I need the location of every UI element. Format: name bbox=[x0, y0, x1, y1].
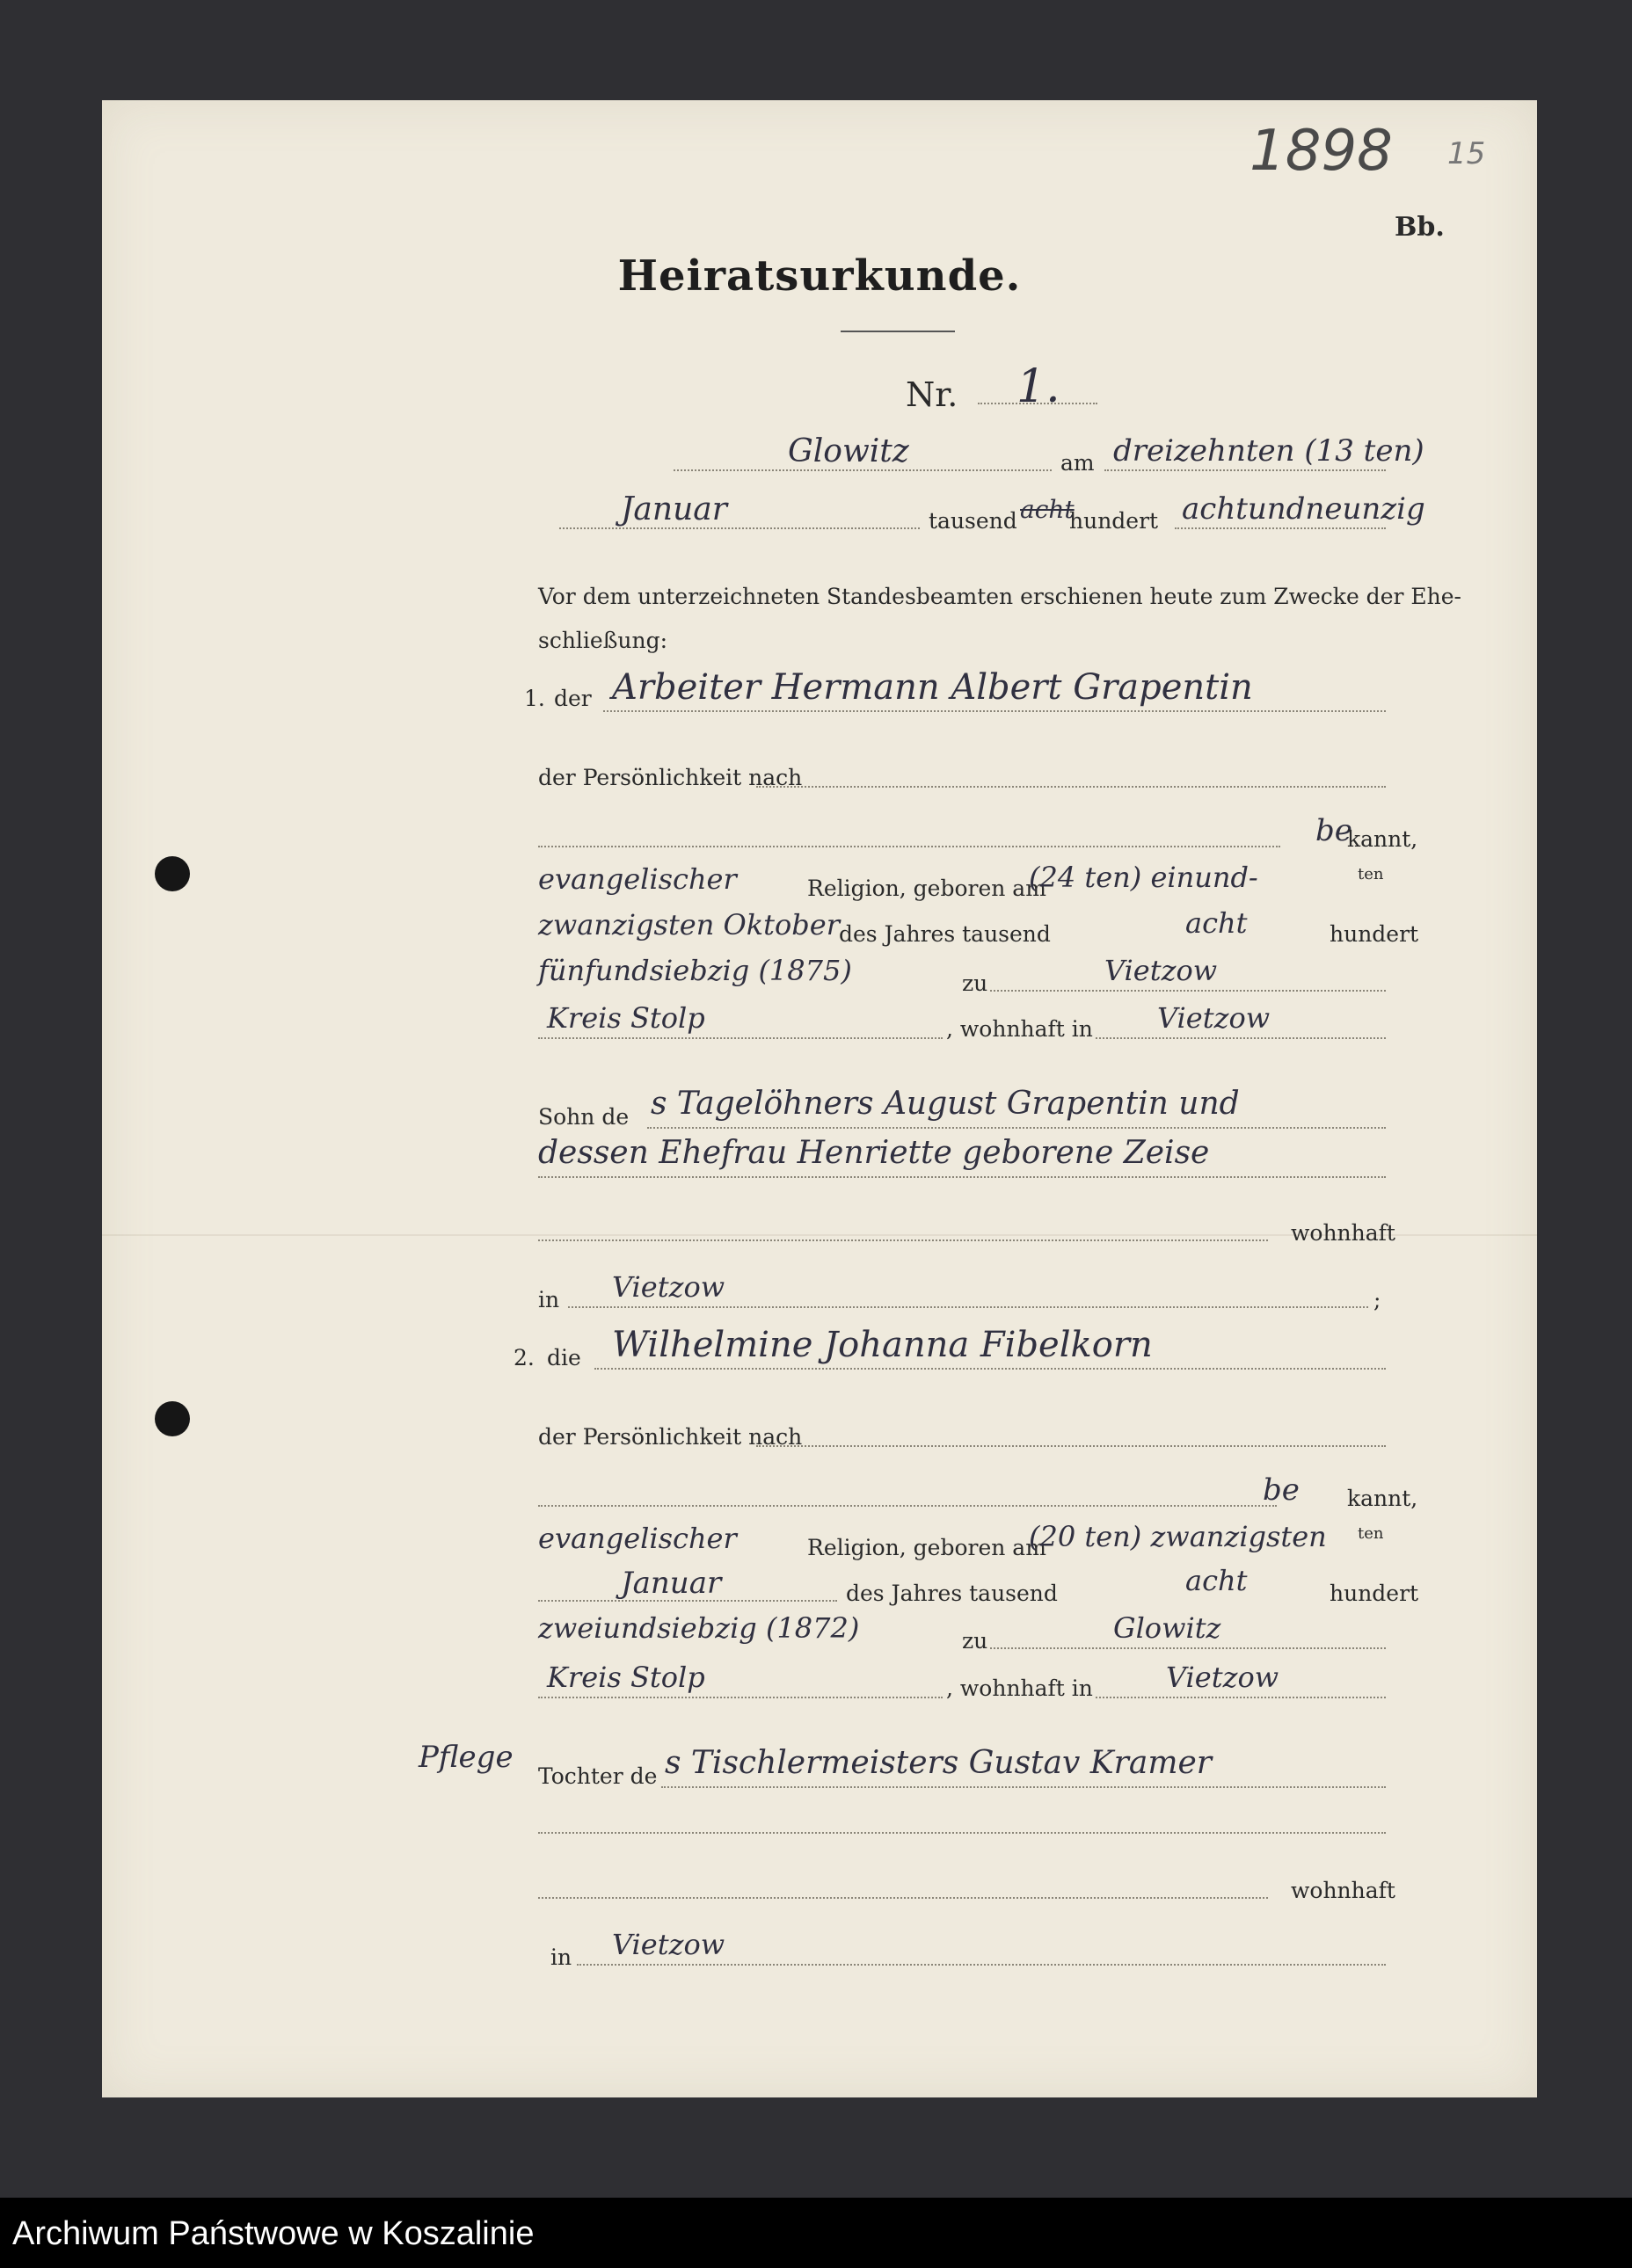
p2-die: die bbox=[547, 1345, 581, 1370]
p1-religion: Religion, geboren am bbox=[807, 876, 1046, 901]
p1-dob2-hw: zwanzigsten Oktober bbox=[538, 908, 840, 941]
p1-number: 1. bbox=[524, 686, 545, 711]
p2-in: in bbox=[550, 1945, 572, 1970]
p2-religion: Religion, geboren am bbox=[807, 1535, 1046, 1560]
p2-parents1-hw: s Tischlermeisters Gustav Kramer bbox=[665, 1745, 1212, 1781]
archive-footer-text: Archiwum Państwowe w Koszalinie bbox=[12, 2215, 535, 2252]
archive-page-note: 15 bbox=[1447, 136, 1486, 171]
p1-zu: zu bbox=[962, 970, 988, 996]
p1-bekannt-hw: be bbox=[1315, 813, 1352, 848]
p2-month-hw: Januar bbox=[621, 1566, 722, 1601]
p1-year-hw: fünfundsiebzig (1875) bbox=[538, 954, 852, 987]
p2-wohnhaft2: wohnhaft bbox=[1291, 1878, 1395, 1903]
p2-kreis-hw: Kreis Stolp bbox=[547, 1661, 705, 1694]
p1-in: in bbox=[538, 1287, 560, 1312]
p2-year-hw: zweiundsiebzig (1872) bbox=[538, 1611, 860, 1645]
nr-value: 1. bbox=[1016, 360, 1060, 413]
p1-birthplace-hw: Vietzow bbox=[1104, 954, 1218, 987]
p2-dob-hw: (20 ten) zwanzigsten bbox=[1029, 1520, 1327, 1553]
p2-number: 2. bbox=[514, 1345, 535, 1370]
tausend-label: tausend bbox=[929, 508, 1017, 534]
place-line bbox=[674, 469, 1052, 471]
p1-name-line bbox=[603, 710, 1386, 712]
p2-name-line bbox=[594, 1368, 1386, 1370]
place-value: Glowitz bbox=[788, 433, 909, 469]
title-rule bbox=[841, 331, 955, 332]
month-value: Januar bbox=[621, 491, 727, 527]
p1-parents1-hw: s Tagelöhners August Grapentin und bbox=[651, 1086, 1240, 1122]
year-words-value: achtundneunzig bbox=[1182, 491, 1425, 527]
p1-semicolon: ; bbox=[1373, 1287, 1381, 1312]
p2-parents3-line bbox=[538, 1897, 1268, 1899]
p2-parents-res-line bbox=[577, 1964, 1386, 1966]
p2-kannt: kannt, bbox=[1347, 1486, 1418, 1511]
intro-line-2: schließung: bbox=[538, 628, 668, 653]
hundert-label: hundert bbox=[1069, 508, 1159, 534]
year-words-line bbox=[1175, 527, 1386, 529]
p2-ten: ten bbox=[1358, 1524, 1384, 1543]
p1-persoenlichkeit: der Persönlichkeit nach bbox=[538, 765, 803, 790]
p1-wohnhaft: , wohnhaft in bbox=[946, 1016, 1093, 1042]
intro-line-1: Vor dem unterzeichneten Standesbeamten erschienen heute zum Zwecke der Ehe- bbox=[538, 584, 1461, 609]
p1-name: Arbeiter Hermann Albert Grapentin bbox=[612, 667, 1253, 708]
certificate-page bbox=[102, 100, 1537, 2097]
p1-acht-hw: acht bbox=[1185, 906, 1248, 940]
nr-label: Nr. bbox=[906, 375, 958, 414]
p2-residence-line bbox=[1096, 1697, 1386, 1698]
p2-wohnhaft: , wohnhaft in bbox=[946, 1676, 1093, 1701]
p1-parents1-line bbox=[647, 1127, 1386, 1129]
p2-parents2-line bbox=[538, 1832, 1386, 1834]
p1-jahres: des Jahres tausend bbox=[839, 921, 1051, 947]
p1-residence-line bbox=[1096, 1037, 1386, 1039]
p1-religion-hw: evangelischer bbox=[538, 862, 737, 896]
p2-religion-hw: evangelischer bbox=[538, 1522, 737, 1555]
document-title: Heiratsurkunde. bbox=[617, 251, 1022, 301]
p2-birthplace-line bbox=[990, 1647, 1386, 1649]
p2-month-line bbox=[538, 1600, 837, 1602]
p1-kannt: kannt, bbox=[1347, 826, 1418, 852]
p2-parents-res-hw: Vietzow bbox=[612, 1928, 725, 1961]
p1-residence-hw: Vietzow bbox=[1157, 1001, 1271, 1035]
p1-wohnhaft2: wohnhaft bbox=[1291, 1220, 1395, 1246]
p1-hundert: hundert bbox=[1330, 921, 1419, 947]
p1-kreis-line bbox=[538, 1037, 943, 1039]
p2-margin-note: Pflege bbox=[419, 1740, 514, 1775]
punch-hole-lower bbox=[155, 1401, 190, 1436]
p1-parents-res-hw: Vietzow bbox=[612, 1270, 725, 1304]
p2-bekannt-line bbox=[538, 1505, 1277, 1507]
p1-parents3-line bbox=[538, 1239, 1268, 1241]
p1-parents2-hw: dessen Ehefrau Henriette geborene Zeise bbox=[538, 1135, 1210, 1171]
p1-sohn: Sohn de bbox=[538, 1104, 630, 1130]
p2-parents1-line bbox=[661, 1786, 1386, 1788]
nr-line bbox=[978, 403, 1097, 404]
p2-persoenlichkeit: der Persönlichkeit nach bbox=[538, 1424, 803, 1450]
p1-ten: ten bbox=[1358, 865, 1384, 883]
p2-bekannt-hw: be bbox=[1263, 1472, 1300, 1508]
month-line bbox=[559, 527, 920, 529]
p1-parents-res-line bbox=[568, 1306, 1368, 1308]
p2-pers-line bbox=[756, 1445, 1386, 1447]
p2-birthplace-hw: Glowitz bbox=[1113, 1611, 1221, 1645]
p2-zu: zu bbox=[962, 1628, 988, 1654]
p2-tochter: Tochter de bbox=[538, 1763, 658, 1789]
archive-footer bbox=[0, 2198, 1632, 2268]
p1-kreis-hw: Kreis Stolp bbox=[547, 1001, 705, 1035]
archive-year-note: 1898 bbox=[1250, 119, 1393, 184]
p1-pers-line bbox=[756, 786, 1386, 788]
p2-acht-hw: acht bbox=[1185, 1564, 1248, 1597]
series-label: Bb. bbox=[1395, 212, 1445, 243]
p2-hundert: hundert bbox=[1330, 1581, 1419, 1606]
p2-name: Wilhelmine Johanna Fibelkorn bbox=[612, 1325, 1153, 1365]
am-label: am bbox=[1060, 450, 1095, 476]
p1-bekannt-line bbox=[538, 846, 1280, 847]
p2-kreis-line bbox=[538, 1697, 943, 1698]
day-line bbox=[1104, 469, 1386, 471]
p2-jahres: des Jahres tausend bbox=[846, 1581, 1058, 1606]
p1-der: der bbox=[554, 686, 592, 711]
punch-hole-upper bbox=[155, 856, 190, 891]
acht-value: acht bbox=[1020, 495, 1075, 524]
p1-birthplace-line bbox=[990, 990, 1386, 992]
p1-parents2-line bbox=[538, 1176, 1386, 1178]
day-value: dreizehnten (13 ten) bbox=[1113, 433, 1424, 469]
p2-residence-hw: Vietzow bbox=[1166, 1661, 1279, 1694]
p1-dob-hw: (24 ten) einund- bbox=[1029, 861, 1258, 894]
